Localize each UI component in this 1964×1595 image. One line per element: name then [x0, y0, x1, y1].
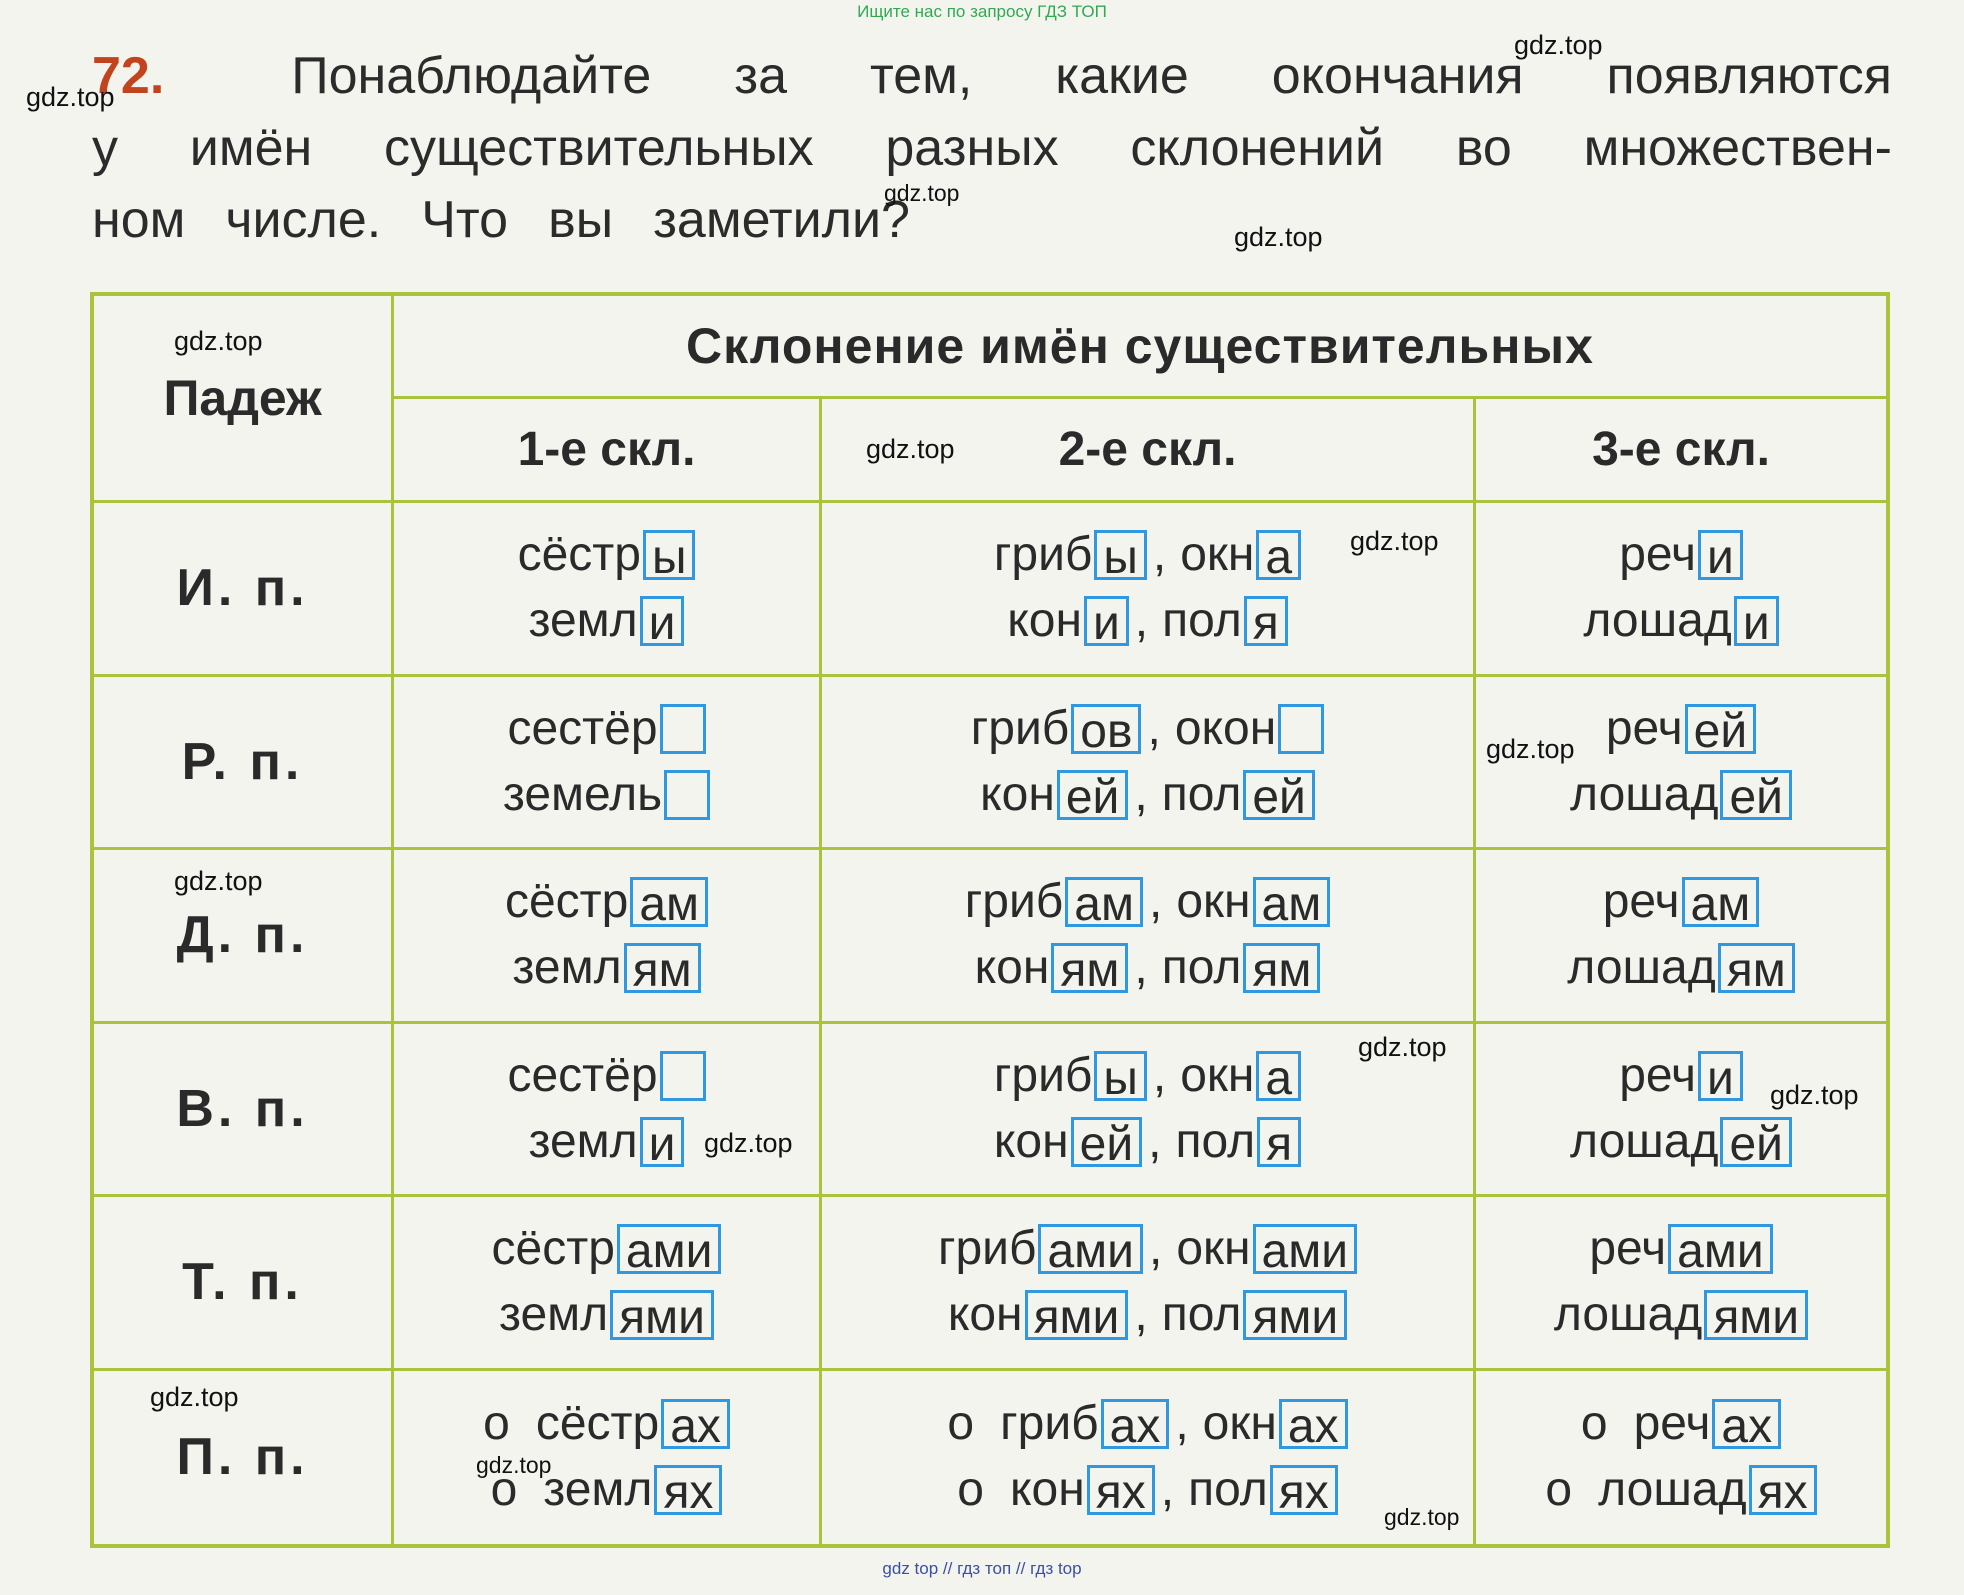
word-form-line: [1545, 1457, 1816, 1523]
word-form-line: [529, 1109, 685, 1175]
word-form-line: [492, 1216, 722, 1282]
ending-box: ах: [1712, 1399, 1781, 1449]
word-form-line: [994, 522, 1301, 588]
watermark: gdz.top: [26, 82, 115, 112]
word-stem: реч: [1633, 1397, 1711, 1451]
preposition: о: [947, 1397, 975, 1451]
declension-header: Склонение имён существительных: [394, 296, 1886, 399]
declension-1-cell: [394, 1197, 822, 1371]
case-label: П. п.: [94, 1371, 394, 1545]
ending-box: ями: [1704, 1290, 1808, 1340]
ending-box: ей: [1685, 704, 1757, 754]
task-header: [92, 40, 1892, 256]
ending-box: ах: [661, 1399, 730, 1449]
word-form-line: [1583, 588, 1778, 654]
column-header-1: 1-е скл.: [394, 399, 822, 503]
word-stem: окн: [1180, 1048, 1255, 1102]
comma-separator: ,: [1134, 594, 1149, 648]
ending-box: ами: [617, 1224, 722, 1274]
declension-1-cell: [394, 503, 822, 677]
case-label: И. п.: [94, 503, 394, 677]
word-stem: земл: [499, 1288, 609, 1342]
word-stem: кон: [947, 1288, 1023, 1342]
watermark: gdz.top: [174, 326, 263, 356]
task-word: вы: [548, 191, 614, 249]
ending-box: ы: [1094, 530, 1147, 580]
watermark: gdz.top: [884, 180, 960, 206]
ending-box: а: [1256, 1051, 1301, 1101]
top-banner: Ищите нас по запросу ГДЗ ТОП: [857, 2, 1107, 21]
word-form-line: [938, 1216, 1357, 1282]
task-word: ном: [92, 191, 186, 249]
case-header: Падеж: [94, 296, 394, 503]
ending-box: ам: [1065, 877, 1143, 927]
ending-box: ям: [1718, 943, 1795, 993]
declension-3-cell: [1476, 503, 1886, 677]
ending-box: ях: [1749, 1465, 1817, 1515]
word-stem: сёстр: [535, 1397, 660, 1451]
word-stem: земл: [543, 1463, 653, 1517]
word-stem: земл: [512, 941, 622, 995]
watermark: gdz.top: [1770, 1080, 1859, 1110]
task-word: окончания: [1271, 47, 1524, 105]
comma-separator: ,: [1148, 1222, 1163, 1276]
ending-box: ях: [1087, 1465, 1155, 1515]
ending-box: ами: [1668, 1224, 1773, 1274]
column-header-3: 3-е скл.: [1476, 399, 1886, 503]
declension-1-cell: [394, 850, 822, 1024]
ending-box: ями: [1243, 1290, 1347, 1340]
ending-box: ы: [643, 530, 696, 580]
comma-separator: ,: [1148, 1114, 1162, 1168]
ending-box: ей: [1057, 770, 1129, 820]
comma-separator: ,: [1134, 941, 1148, 995]
word-form-line: [507, 1043, 705, 1109]
word-stem: пол: [1188, 1463, 1268, 1517]
ending-box: ам: [630, 877, 708, 927]
word-stem: реч: [1619, 528, 1696, 582]
comma-separator: ,: [1152, 528, 1167, 582]
word-stem: пол: [1161, 767, 1242, 821]
word-form-line: [512, 935, 700, 1001]
word-stem: гриб: [964, 875, 1064, 929]
word-stem: окн: [1180, 528, 1255, 582]
word-form-line: [948, 1282, 1347, 1348]
task-word: имён: [189, 119, 313, 177]
watermark: gdz.top: [1358, 1032, 1447, 1062]
declension-2-cell: [822, 1371, 1476, 1545]
task-word: тем,: [869, 47, 973, 105]
preposition: о: [1545, 1463, 1573, 1517]
word-stem: сёстр: [517, 528, 641, 582]
word-stem: пол: [1161, 1288, 1242, 1342]
declension-1-cell: [394, 677, 822, 851]
declension-2-cell: [822, 850, 1476, 1024]
ending-box: ям: [624, 943, 701, 993]
word-stem: кон: [980, 767, 1055, 821]
task-line-2: [92, 112, 1892, 184]
ending-box: и: [1084, 596, 1129, 646]
word-stem: окон: [1174, 701, 1277, 755]
ending-box: ям: [1051, 943, 1128, 993]
watermark: gdz.top: [1486, 734, 1575, 764]
ending-box: ями: [610, 1290, 714, 1340]
declension-3-cell: [1476, 1371, 1886, 1545]
task-word: Понаблюдайте: [291, 47, 652, 105]
task-number: 72.: [92, 47, 165, 105]
word-form-line: [994, 1043, 1301, 1109]
word-stem: окн: [1176, 875, 1251, 929]
word-stem: лошад: [1583, 594, 1732, 648]
ending-box: [664, 770, 710, 820]
comma-separator: ,: [1147, 701, 1161, 755]
task-word: существительных: [384, 119, 814, 177]
word-form-line: [507, 696, 705, 762]
ending-box: ы: [1094, 1051, 1147, 1101]
declension-2-cell: [822, 1197, 1476, 1371]
word-form-line: [975, 935, 1321, 1001]
word-stem: окн: [1202, 1397, 1277, 1451]
watermark: gdz.top: [1384, 1504, 1460, 1530]
ending-box: ах: [1279, 1399, 1348, 1449]
bottom-banner: gdz top // гдз топ // гдз top: [882, 1559, 1082, 1578]
task-word: у: [92, 119, 118, 177]
case-label: Д. п.: [94, 850, 394, 1024]
preposition: о: [1580, 1397, 1608, 1451]
declension-3-cell: [1476, 850, 1886, 1024]
word-form-line: [503, 762, 710, 828]
word-stem: лошад: [1598, 1463, 1747, 1517]
ending-box: я: [1244, 596, 1288, 646]
word-stem: пол: [1175, 1114, 1256, 1168]
word-stem: гриб: [993, 528, 1093, 582]
word-stem: реч: [1589, 1222, 1667, 1276]
ending-box: и: [1698, 1051, 1743, 1101]
task-line-1: [92, 40, 1892, 112]
word-form-line: [947, 1391, 1347, 1457]
word-stem: реч: [1602, 875, 1680, 929]
word-form-line: [1603, 869, 1760, 935]
declension-1-cell: [394, 1371, 822, 1545]
ending-box: я: [1257, 1117, 1301, 1167]
word-form-line: [1606, 696, 1756, 762]
word-form-line: [1570, 762, 1792, 828]
word-form-line: [518, 522, 696, 588]
word-stem: сестёр: [507, 701, 658, 755]
ending-box: [660, 704, 706, 754]
word-stem: пол: [1162, 594, 1242, 648]
declension-2-cell: [822, 677, 1476, 851]
comma-separator: ,: [1134, 767, 1148, 821]
declension-3-cell: [1476, 1197, 1886, 1371]
word-stem: земл: [528, 594, 638, 648]
task-word: склонений: [1130, 119, 1385, 177]
watermark: gdz.top: [1234, 222, 1323, 252]
preposition: о: [490, 1463, 518, 1517]
ending-box: ов: [1071, 704, 1141, 754]
comma-separator: ,: [1175, 1397, 1189, 1451]
watermark: gdz.top: [1514, 30, 1603, 60]
ending-box: ям: [1243, 943, 1320, 993]
word-form-line: [1589, 1216, 1772, 1282]
ending-box: и: [640, 596, 685, 646]
ending-box: ей: [1071, 1117, 1143, 1167]
watermark: gdz.top: [866, 434, 955, 464]
word-stem: сёстр: [504, 875, 629, 929]
comma-separator: ,: [1152, 1048, 1167, 1102]
word-stem: гриб: [970, 701, 1070, 755]
word-stem: лошад: [1570, 1114, 1719, 1168]
word-form-line: [965, 869, 1330, 935]
word-stem: гриб: [993, 1048, 1093, 1102]
ending-box: ах: [1101, 1399, 1170, 1449]
ending-box: [660, 1051, 706, 1101]
task-word: Что: [421, 191, 509, 249]
watermark: gdz.top: [150, 1382, 239, 1412]
task-word: какие: [1055, 47, 1189, 105]
case-label: Т. п.: [94, 1197, 394, 1371]
word-stem: кон: [974, 941, 1050, 995]
word-stem: сёстр: [491, 1222, 615, 1276]
watermark: gdz.top: [476, 1452, 552, 1478]
task-word: разных: [885, 119, 1059, 177]
ending-box: ях: [654, 1465, 722, 1515]
ending-box: ями: [1025, 1290, 1129, 1340]
ending-box: ей: [1720, 770, 1792, 820]
ending-box: и: [1698, 530, 1743, 580]
column-header-2: 2-е скл.: [822, 399, 1476, 503]
preposition: о: [483, 1397, 510, 1451]
word-form-line: [957, 1457, 1337, 1523]
word-form-line: [483, 1391, 730, 1457]
comma-separator: ,: [1134, 1288, 1148, 1342]
word-stem: кон: [1009, 1463, 1085, 1517]
watermark: gdz.top: [174, 866, 263, 896]
word-form-line: [1007, 588, 1288, 654]
task-word: за: [734, 47, 788, 105]
word-stem: лошад: [1570, 767, 1719, 821]
ending-box: [1278, 704, 1324, 754]
preposition: о: [957, 1463, 984, 1517]
ending-box: ей: [1720, 1117, 1792, 1167]
word-form-line: [980, 762, 1315, 828]
ending-box: и: [640, 1117, 685, 1167]
comma-separator: ,: [1160, 1463, 1175, 1517]
task-word: во: [1455, 119, 1512, 177]
word-stem: гриб: [1000, 1397, 1099, 1451]
word-form-line: [1619, 522, 1743, 588]
word-stem: земель: [502, 767, 663, 821]
word-form-line: [1570, 1109, 1792, 1175]
word-stem: сестёр: [507, 1048, 658, 1102]
ending-box: а: [1256, 530, 1301, 580]
case-label: Р. п.: [94, 677, 394, 851]
word-form-line: [994, 1109, 1301, 1175]
declension-table: [90, 292, 1890, 1548]
task-line-3: [92, 184, 1892, 256]
word-stem: земл: [528, 1114, 638, 1168]
word-stem: кон: [993, 1114, 1069, 1168]
word-form-line: [1619, 1043, 1743, 1109]
ending-box: ей: [1243, 770, 1315, 820]
word-form-line: [1554, 1282, 1808, 1348]
word-stem: лошад: [1567, 941, 1716, 995]
task-word: заметили?: [653, 191, 910, 249]
word-stem: лошад: [1553, 1288, 1703, 1342]
word-form-line: [499, 1282, 714, 1348]
word-form-line: [529, 588, 685, 654]
case-label: В. п.: [94, 1024, 394, 1198]
ending-box: ам: [1253, 877, 1331, 927]
watermark: gdz.top: [1350, 526, 1439, 556]
word-stem: окн: [1176, 1222, 1251, 1276]
task-word: множествен-: [1583, 119, 1892, 177]
word-form-line: [1567, 935, 1794, 1001]
task-word: числе.: [225, 191, 382, 249]
ending-box: ях: [1270, 1465, 1338, 1515]
word-stem: реч: [1605, 701, 1683, 755]
word-stem: реч: [1619, 1048, 1696, 1102]
word-form-line: [505, 869, 708, 935]
ending-box: ами: [1253, 1224, 1358, 1274]
word-stem: гриб: [937, 1222, 1037, 1276]
word-form-line: [971, 696, 1325, 762]
ending-box: ами: [1038, 1224, 1143, 1274]
word-stem: пол: [1161, 941, 1242, 995]
ending-box: и: [1734, 596, 1779, 646]
ending-box: ам: [1682, 877, 1760, 927]
word-form-line: [1581, 1391, 1781, 1457]
watermark: gdz.top: [704, 1128, 793, 1158]
declension-1-cell: [394, 1024, 822, 1198]
task-word: появляются: [1606, 47, 1892, 105]
comma-separator: ,: [1148, 875, 1163, 929]
word-stem: кон: [1007, 594, 1082, 648]
